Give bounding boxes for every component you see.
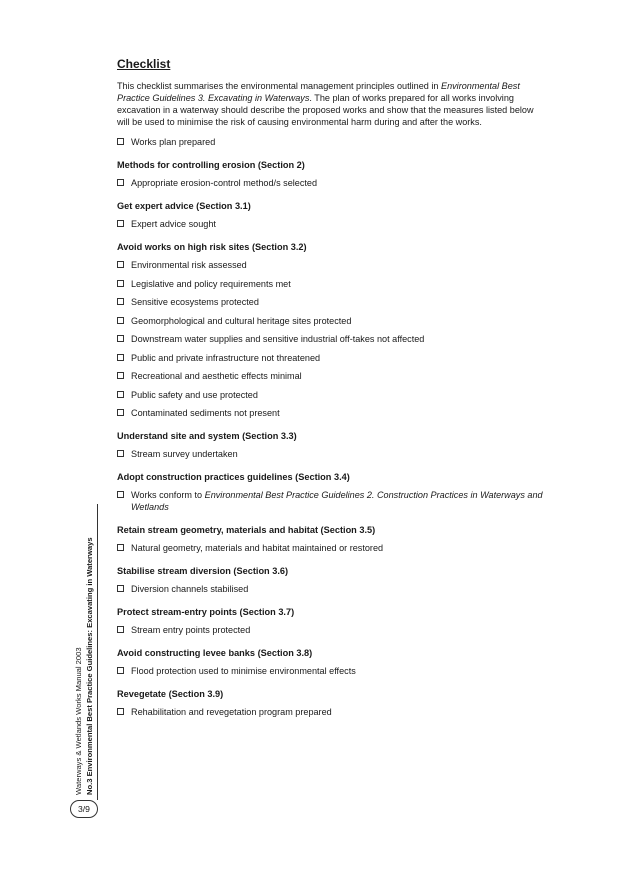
page-number-badge: 3/9: [70, 800, 98, 818]
section-heading: Revegetate (Section 3.9): [117, 689, 224, 699]
checklist-item-label: Diversion channels stabilised: [131, 584, 249, 594]
section-heading: Avoid works on high risk sites (Section 3.2): [117, 242, 307, 252]
checklist-section: [117, 524, 547, 554]
checkbox-icon[interactable]: [117, 708, 124, 715]
checklist-item[interactable]: [117, 448, 547, 460]
section-heading: Understand site and system (Section 3.3): [117, 431, 297, 441]
checklist-item[interactable]: [117, 389, 547, 401]
guideline-series-title: [84, 505, 95, 795]
checklist-item[interactable]: [117, 407, 547, 419]
section-heading: Methods for controlling erosion (Section 2): [117, 160, 305, 170]
checklist-item[interactable]: [117, 278, 547, 290]
works-plan-group: [117, 136, 547, 148]
checklist-item-label: Public safety and use protected: [131, 389, 258, 400]
section-heading: Protect stream-entry points (Section 3.7): [117, 607, 295, 617]
checklist-item-label: Public and private infrastructure not threatened: [131, 352, 321, 363]
checklist-item[interactable]: [117, 315, 547, 327]
checklist-item-label: Stream survey undertaken: [131, 449, 238, 459]
checklist-section: [117, 430, 547, 460]
section-heading: Adopt construction practices guidelines (Section 3.4): [117, 472, 350, 482]
sidebar-vertical-text: [73, 505, 97, 795]
checklist-section: [117, 159, 547, 189]
item-text: Works conform to: [131, 490, 205, 500]
checklist-item[interactable]: [117, 218, 547, 230]
checklist-item[interactable]: [117, 296, 547, 308]
checklist-item-label: Legislative and policy requirements met: [131, 278, 291, 289]
checklist-item-label: [131, 489, 547, 513]
checkbox-icon[interactable]: [117, 354, 124, 361]
section-heading: Retain stream geometry, materials and habitat (Section 3.5): [117, 525, 376, 535]
intro-text-1: This checklist summarises the environmental management principles outlined in: [117, 81, 441, 91]
checklist-item-label: Flood protection used to minimise environmental effects: [131, 666, 356, 676]
checklist-item[interactable]: [117, 136, 547, 148]
checkbox-icon[interactable]: [117, 298, 124, 305]
checklist-item-label: Natural geometry, materials and habitat maintained or restored: [131, 543, 384, 553]
checklist-item-label: Downstream water supplies and sensitive industrial off-takes not affected: [131, 334, 425, 344]
checklist-item-label: Environmental risk assessed: [131, 260, 247, 270]
checklist-item[interactable]: [117, 542, 547, 554]
checklist-section: [117, 241, 547, 419]
checkbox-icon[interactable]: [117, 317, 124, 324]
guideline-name: Environmental Best Practice Guidelines: Excavating in Waterways: [85, 537, 94, 779]
checkbox-icon[interactable]: [117, 450, 124, 457]
checkbox-icon[interactable]: [117, 261, 124, 268]
checklist-item[interactable]: [117, 665, 547, 677]
checklist-item[interactable]: [117, 706, 547, 718]
section-heading: Get expert advice (Section 3.1): [117, 201, 251, 211]
checkbox-icon[interactable]: [117, 626, 124, 633]
checklist-section: [117, 565, 547, 595]
checkbox-icon[interactable]: [117, 335, 124, 342]
checkbox-icon[interactable]: [117, 372, 124, 379]
checkbox-icon[interactable]: [117, 391, 124, 398]
checklist-item[interactable]: [117, 177, 547, 189]
guideline-number: No.3: [85, 778, 94, 795]
checklist-section: [117, 606, 547, 636]
checklist-item[interactable]: [117, 370, 547, 382]
checklist-item[interactable]: [117, 489, 547, 513]
checklist-item-label: Stream entry points protected: [131, 625, 251, 635]
checklist-item[interactable]: [117, 333, 547, 345]
checklist-item[interactable]: [117, 259, 547, 271]
checklist-section: [117, 647, 547, 677]
checklist-item-label: Recreational and aesthetic effects minimal: [131, 371, 302, 381]
page-title: Checklist: [117, 57, 171, 71]
section-heading: Avoid constructing levee banks (Section 3.8): [117, 648, 313, 658]
checkbox-icon[interactable]: [117, 491, 124, 498]
checkbox-icon[interactable]: [117, 138, 124, 145]
checklist-item[interactable]: [117, 624, 547, 636]
checklist-section: [117, 471, 547, 513]
checklist-item-label: Contaminated sediments not present: [131, 408, 280, 418]
checkbox-icon[interactable]: [117, 220, 124, 227]
sidebar-divider: [97, 504, 98, 800]
checklist-item-label: Geomorphological and cultural heritage sites protected: [131, 315, 352, 326]
checklist-sections: [117, 159, 547, 718]
checklist-section: [117, 200, 547, 230]
checklist-item-label: Expert advice sought: [131, 219, 216, 229]
intro-paragraph: [117, 80, 547, 128]
checklist-item[interactable]: [117, 583, 547, 595]
checkbox-icon[interactable]: [117, 409, 124, 416]
guideline-reference: Environmental Best Practice Guidelines 2. Construction Practices in Waterways and Wetlands: [131, 490, 543, 512]
checklist-item-label: Works plan prepared: [131, 137, 216, 147]
checklist-item-label: Sensitive ecosystems protected: [131, 297, 259, 307]
manual-title: Waterways & Wetlands Works Manual 2003: [74, 647, 83, 795]
intro-text-2: . The plan of works prepared for all works involving excavation in a waterway should describe the proposed works and show that the measures listed below will be used to minimise the risk of causing environmental harm during and after the works.: [117, 93, 534, 127]
checkbox-icon[interactable]: [117, 179, 124, 186]
checkbox-icon[interactable]: [117, 667, 124, 674]
checklist-item-label: Appropriate erosion-control method/s selected: [131, 178, 318, 188]
checklist-item[interactable]: [117, 352, 547, 364]
sidebar-footer: [72, 504, 98, 794]
checkbox-icon[interactable]: [117, 280, 124, 287]
section-heading: Stabilise stream diversion (Section 3.6): [117, 566, 289, 576]
checklist-content: [117, 57, 547, 729]
checklist-section: [117, 688, 547, 718]
checklist-item-label: Rehabilitation and revegetation program prepared: [131, 707, 332, 717]
checkbox-icon[interactable]: [117, 585, 124, 592]
intro-guideline-title: Environmental Best Practice Guidelines 3. Excavating in Waterways: [117, 81, 520, 103]
checkbox-icon[interactable]: [117, 544, 124, 551]
